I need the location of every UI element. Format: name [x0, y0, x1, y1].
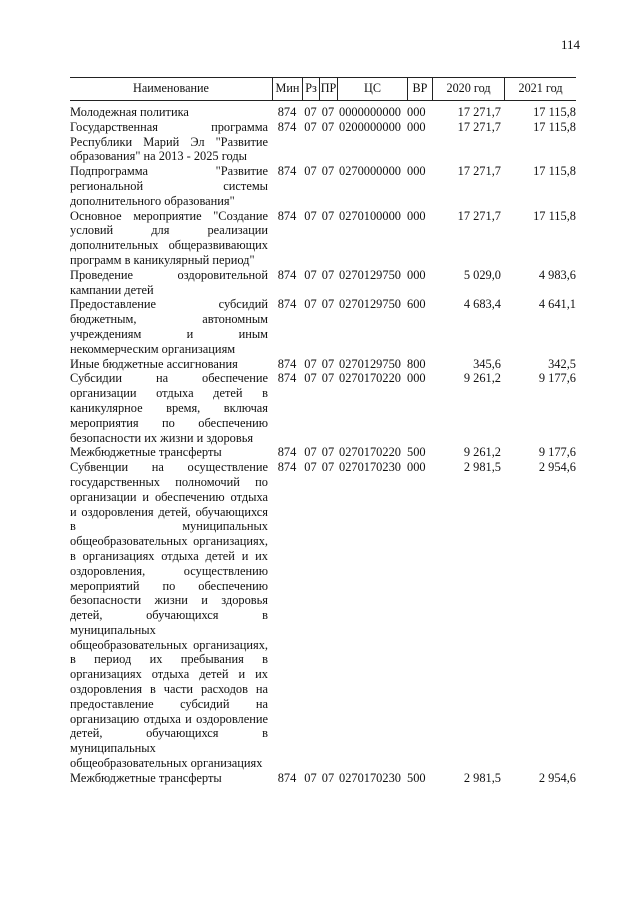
row-2021: 9 177,6 — [538, 445, 576, 460]
row-2021: 342,5 — [548, 356, 576, 371]
row-min: 874 — [277, 460, 297, 475]
row-cs: 0200000000 — [339, 119, 401, 134]
row-rz: 07 — [304, 371, 317, 386]
row-cs: 0000000000 — [339, 105, 401, 119]
row-vr: 600 — [407, 297, 426, 312]
row-rz: 07 — [304, 119, 317, 134]
row-rz: 07 — [304, 164, 317, 179]
row-rz: 07 — [304, 460, 317, 475]
row-pr: 07 — [321, 105, 335, 119]
row-rz: 07 — [304, 208, 317, 223]
row-2021: 2 954,6 — [538, 770, 576, 785]
row-name: Основное мероприятие "Создание условий для реализации дополнительных общеразвивающих программ в каникулярный период" — [70, 208, 268, 267]
table-header — [70, 77, 576, 101]
table-row — [70, 371, 576, 445]
row-name: Субсидии на обеспечение организации отдыха детей в каникулярное время, включая мероприятия по обеспечению безопасности их жизни и здоровья — [70, 371, 268, 445]
row-name: Межбюджетные трансферты — [70, 445, 222, 460]
row-vr: 000 — [407, 105, 426, 119]
table-row — [70, 268, 576, 298]
row-cs: 0270129750 — [339, 267, 401, 282]
row-2021: 17 115,8 — [533, 164, 576, 179]
row-vr: 000 — [407, 460, 426, 475]
row-2020: 5 029,0 — [463, 267, 501, 282]
row-pr: 07 — [321, 356, 335, 371]
header-vr: ВР — [407, 78, 432, 100]
row-2020: 17 271,7 — [457, 208, 501, 223]
table-row — [70, 460, 576, 771]
row-min: 874 — [277, 770, 297, 785]
table-row — [70, 164, 576, 208]
row-vr: 000 — [407, 164, 426, 179]
row-rz: 07 — [304, 297, 317, 312]
row-cs: 0270129750 — [339, 356, 401, 371]
row-2021: 2 954,6 — [538, 460, 576, 475]
row-pr: 07 — [321, 208, 335, 223]
row-2021: 9 177,6 — [538, 371, 576, 386]
row-min: 874 — [277, 208, 297, 223]
row-pr: 07 — [321, 164, 335, 179]
row-pr: 07 — [321, 297, 335, 312]
row-pr: 07 — [321, 445, 335, 460]
row-name: Межбюджетные трансферты — [70, 770, 222, 785]
row-cs: 0270000000 — [339, 164, 401, 179]
header-name: Наименование — [133, 81, 209, 95]
row-2020: 17 271,7 — [457, 164, 501, 179]
page-number: 114 — [560, 37, 580, 52]
row-min: 874 — [277, 119, 297, 134]
row-rz: 07 — [304, 356, 317, 371]
header-2021: 2021 год — [504, 78, 576, 100]
row-vr: 000 — [407, 267, 426, 282]
row-pr: 07 — [321, 267, 335, 282]
row-vr: 500 — [407, 445, 426, 460]
row-cs: 0270170230 — [339, 770, 401, 785]
row-pr: 07 — [321, 119, 335, 134]
row-cs: 0270129750 — [339, 297, 401, 312]
row-name: Иные бюджетные ассигнования — [70, 356, 238, 371]
row-2020: 17 271,7 — [457, 105, 501, 119]
row-2020: 9 261,2 — [463, 445, 501, 460]
row-min: 874 — [277, 445, 297, 460]
row-2021: 4 641,1 — [538, 297, 576, 312]
row-name: Государственная программа Республики Марий Эл "Развитие образования" на 2013 - 2025 годы — [70, 119, 268, 164]
row-min: 874 — [277, 267, 297, 282]
header-pr: ПР — [319, 78, 337, 100]
row-2020: 4 683,4 — [463, 297, 501, 312]
header-min: Мин — [272, 78, 302, 100]
row-name: Субвенции на осуществление государственных полномочий по организации и обеспечению отдыха и оздоровления детей, обучающихся в муниципальных общеобразовательных организациях, в организациях отдыха детей и их оздоровления, осуществлению мероприятий по обеспечению безопасности жизни и здоровья детей, обучающихся в муниципальных общеобразовательных организациях, в период их пребывания в организациях отдыха детей и их оздоровления в части расходов на предоставление субсидий на организацию отдыха и оздоровление детей, обучающихся в муниципальных общеобразовательных организациях — [70, 460, 268, 771]
row-pr: 07 — [321, 460, 335, 475]
row-2021: 4 983,6 — [538, 267, 576, 282]
row-cs: 0270170220 — [339, 445, 401, 460]
table-row — [70, 105, 576, 120]
row-min: 874 — [277, 164, 297, 179]
row-vr: 000 — [407, 119, 426, 134]
table-body — [70, 105, 576, 786]
row-min: 874 — [277, 297, 297, 312]
row-2021: 17 115,8 — [533, 119, 576, 134]
row-rz: 07 — [304, 770, 317, 785]
table-row — [70, 209, 576, 268]
row-cs: 0270100000 — [339, 208, 401, 223]
header-cs: ЦС — [337, 78, 407, 100]
row-pr: 07 — [321, 371, 335, 386]
row-2020: 2 981,5 — [463, 460, 501, 475]
row-2020: 345,6 — [473, 356, 501, 371]
row-2021: 17 115,8 — [533, 105, 576, 119]
row-vr: 500 — [407, 770, 426, 785]
table-row — [70, 297, 576, 356]
table-row — [70, 445, 576, 460]
row-name: Молодежная политика — [70, 105, 189, 119]
row-rz: 07 — [304, 267, 317, 282]
row-min: 874 — [277, 371, 297, 386]
row-name: Подпрограмма "Развитие региональной системы дополнительного образования" — [70, 164, 268, 208]
header-2020: 2020 год — [432, 78, 504, 100]
row-2020: 17 271,7 — [457, 119, 501, 134]
row-vr: 000 — [407, 371, 426, 386]
row-2021: 17 115,8 — [533, 208, 576, 223]
table-row — [70, 357, 576, 372]
table-row — [70, 771, 576, 786]
row-cs: 0270170230 — [339, 460, 401, 475]
row-2020: 2 981,5 — [463, 770, 501, 785]
row-pr: 07 — [321, 770, 335, 785]
row-min: 874 — [277, 356, 297, 371]
row-name: Предоставление субсидий бюджетным, автономным учреждениям и иным некоммерческим организациям — [70, 297, 268, 356]
row-vr: 800 — [407, 356, 426, 371]
row-name: Проведение оздоровительной кампании детей — [70, 267, 268, 297]
header-rz: Рз — [302, 78, 319, 100]
row-2020: 9 261,2 — [463, 371, 501, 386]
row-min: 874 — [277, 105, 297, 119]
row-cs: 0270170220 — [339, 371, 401, 386]
row-vr: 000 — [407, 208, 426, 223]
row-rz: 07 — [304, 445, 317, 460]
table-row — [70, 120, 576, 164]
row-rz: 07 — [304, 105, 317, 119]
